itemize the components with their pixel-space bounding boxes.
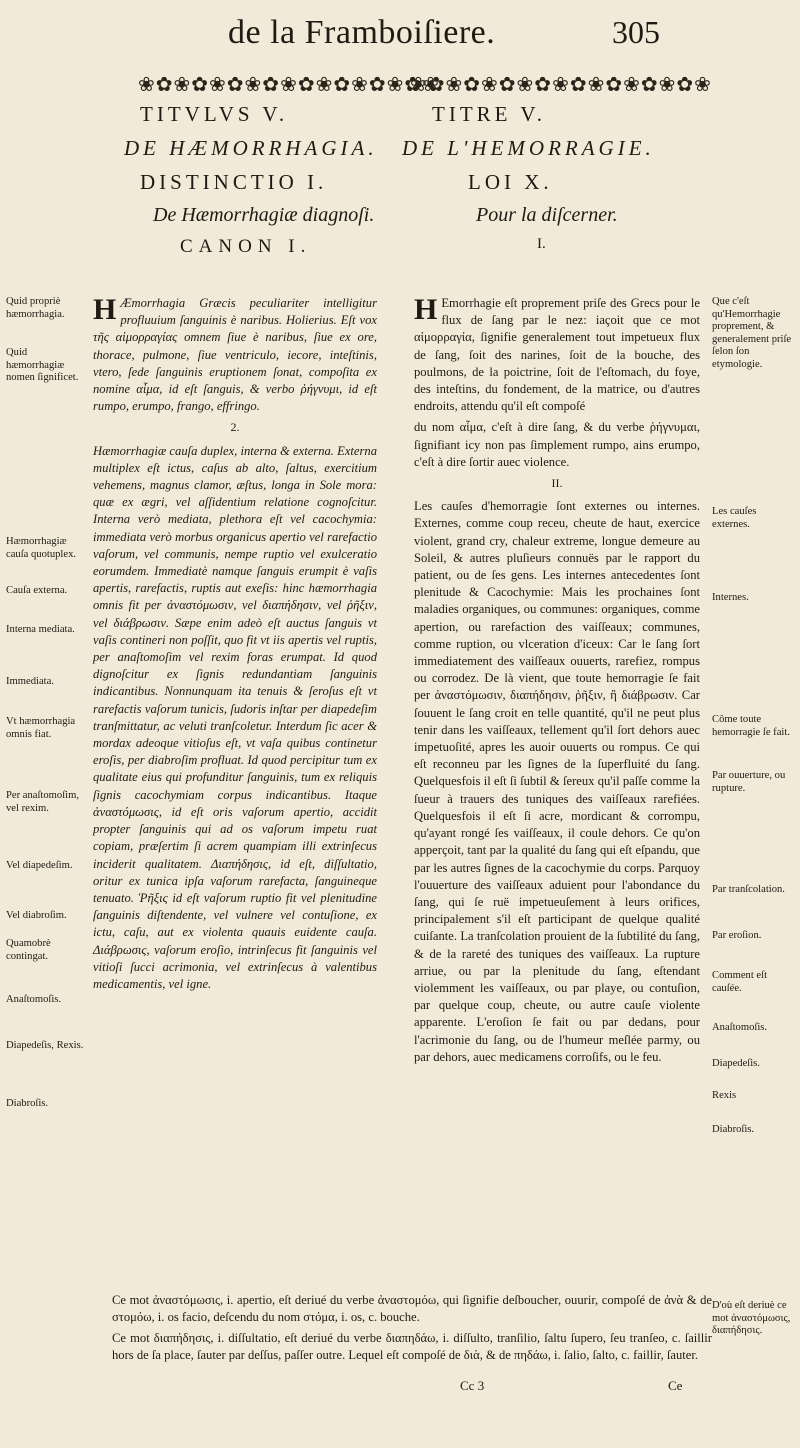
french-subject: DE L'HEMORRAGIE.	[402, 136, 655, 160]
margin-note: Quamobrè contingat.	[6, 938, 51, 962]
latin-canon: CANON I.	[180, 236, 312, 257]
margin-note: Par ouuerture, ou rupture.	[712, 770, 786, 794]
margin-note: Immediata.	[6, 676, 54, 687]
margin-note: Par eroſion.	[712, 930, 762, 941]
french-paragraph-1: H Emorrhagie eſt proprement priſe des Grecs pour le flux de ſang par le nez: iaçoit que ce mot αἱμορραγία, ſignifie generalement tout impetueux flux de ſang, ſoit des narines, ſoit de la bouche, des poulmons, de la poictrine, ſoit de l'eſtomach, du foye, des inteſtins, du fondement, de la matrice, ou d'autres endroits, attendu qu'il eſt compoſé	[414, 293, 700, 414]
signature-mark: Cc 3	[460, 1378, 485, 1393]
page-number: 305	[612, 14, 660, 50]
ornament-band-left: ❀✿❀✿❀✿❀✿❀✿❀✿❀✿❀✿❀	[138, 74, 440, 96]
margin-note: Quid propriè hæmorrhagia.	[6, 296, 65, 320]
margin-note: Comment eſt cauſée.	[712, 970, 768, 994]
margin-note: Diapedeſis.	[712, 1058, 760, 1069]
margin-note: Les cauſes externes.	[712, 506, 757, 530]
french-titre: TITRE V.	[432, 102, 547, 126]
margin-note: Hæmorrhagiæ cauſa quotuplex.	[6, 536, 77, 560]
latin-paragraph-2: Hæmorrhagiæ cauſa duplex, interna & externa. Externa multiplex eſt ictus, caſus ab alto, ſaltus, exercitium vehemens, magnus clamor, æſtus, longa in Sole mora: quæ ex ægri, vel aſſidentium relatione cognoſcitur. Interna verò mediata, plethora eſt vel cacochymia: immediata verò morbus organicus apertio vel rarefactio vaſorum, vel communis, nempe ruptio vel exulceratio eorumdem. Immediatè namque ſanguis erumpit è vaſis apertis, rarefactis, ruptis aut exeſis: hinc hæmorrhagia omnis fit per ἀναστόμωσιν, vel διαπήδησιν, vel ῥῆξιν, vel διάβρωσιν. Sæpe enim adeò eſt auctus ſanguis vt vaſis contineri non poſſit, quo fit vt iis apertis vel ruptis, per anaſtomoſim vel rexim foras erumpat. Id quod dignoſcitur ex ſignis redundantiam ſanguinis indicantibus. Nonnunquam ita tenuis & ſeroſus eſt vt rarefactis vaſorum tunicis, ſudoris inſtar per diapedeſim tranſmittatur, ac veluti tranſcoletur. Interdum ſic acer & mordax adeoque vitioſus eſt, vt vaſa quibus continetur eroſis, per diabroſim profluat. Id quod percipitur tum ex qualitate eius qui profunditur ſanguinis, tum ex reliquis ſignis cacochymiam corpus indicantibus. Itaque ἀναστόμωσις, id eſt oris vaſorum apertio, accidit propter ſanguinis qui ad os vaſorum impetu ruat copiam, præſertim ſi acrem quampiam illi extrinſecus inciderit qualitatem. Διαπήδησις, id eſt, diſſultatio, oritur ex tunica ipſa vaſorum rarefacta, ſanguineque tenuato. Ῥῆξις id eſt vaſorum ruptio fit vel plenitudine ſanguinis diſtendente, vel vulnere vel contuſione, ex ictu, caſu, aut ex violenta quauis euidente cauſa. Διάβρωσις, vaſorum eroſio, intrinſecus fit ſanguinis vel vitioſi ſucci acrimonia, vel extrinſecus à valentibus medicamentis, vel igne.	[93, 443, 377, 991]
drop-cap-h: H	[414, 293, 438, 326]
margin-note: Vt hæmorrhagia omnis fiat.	[6, 716, 76, 740]
latin-paragraph-1: H Æmorrhagia Græcis peculiariter intelligitur profluuium ſanguinis è naribus. Holierius. Eſt vox τῆς αἱμορραγίας omnem ſiue è naribus, ſiue ex ore, thorace, pulmone, ſiue ventriculo, iecore, inteſtinis, vtero, ſede ſanguinis eruptionem ſonat, compoſita ex nomine αἷμα, id eſt ſanguis, & verbo ῥήγνυμι, id eſt rumpo, erumpo, frango, effringo.	[93, 293, 377, 414]
margin-note: D'où eſt deriuè ce mot ἀναστόμωσις, διαπήδησις.	[712, 1300, 791, 1337]
running-head: de la Framboiſiere.	[228, 14, 496, 51]
latin-section-2: 2.	[230, 420, 240, 435]
margin-note: Que c'eſt qu'Hemorrhagie proprement, & generalement priſe ſelon ſon etymologie.	[712, 296, 792, 370]
latin-subject: DE HÆMORRHAGIA.	[124, 136, 378, 160]
margin-note: Diapedeſis, Rexis.	[6, 1040, 84, 1051]
catchword: Ce	[668, 1378, 683, 1393]
margin-note: Vel diapedeſim.	[6, 860, 73, 871]
margin-note: Vel diabroſim.	[6, 910, 67, 921]
french-column	[414, 295, 700, 1070]
margin-note: Rexis	[712, 1090, 737, 1101]
margin-note: Par tranſcolation.	[712, 884, 785, 895]
margin-note: Diabroſis.	[712, 1124, 755, 1135]
latin-column	[93, 295, 377, 997]
margin-note: Diabroſis.	[6, 1098, 49, 1109]
latin-titulus: TITVLVS V.	[140, 102, 289, 126]
margin-note: Internes.	[712, 592, 749, 603]
latin-subtitle: De Hæmorrhagiæ diagnoſi.	[153, 204, 375, 226]
french-loi: LOI X.	[468, 170, 553, 194]
margin-note: Cauſa externa.	[6, 585, 68, 596]
footer-note-diapedesis: Ce mot διαπήδησις, i. diſſultatio, eſt deriué du verbe διαπηδάω, i. diſſulto, tranſilio, ſaltu ſupero, ſeu tranſeo, c. ſaillir hors de ſa place, ſauter par deſſus, paſſer outre. Lequel eſt compoſé de διὰ, & de πηδάω, i. ſalio, ſalto, c. faillir, ſauter.	[112, 1331, 712, 1362]
margin-note: Anaſtomoſis.	[712, 1022, 768, 1033]
margin-note: Interna mediata.	[6, 624, 75, 635]
french-section-2: II.	[551, 476, 563, 491]
french-paragraph-2: Les cauſes d'hemorragie ſont externes ou internes. Externes, comme coup receu, cheute de haut, exercice violent, grand cry, chaleur extreme, longue demeure au Soleil, & autres pluſieurs connuës par le rapport du patient, ou de ſes gens. Les internes antecedentes ſont plenitude & Cacochymie: Mais les prochaines ſont maladies organiques, ou communes: organiques, comme apertion, ou rarefaction des vaiſſeaux; communes, comme ruption, ou vlceration d'iceux: Car le ſang ſort immediatement des vaiſſeaux ouuerts, rarefiez, rompus ou corrodez. De là vient, que toute hemorragie ſe fait per ἀναστόμωσιν, διαπήδησιν, ῥῆξιν, ἢ διάβρωσιν. Car ſouuent le ſang croit en telle quantité, qu'il ne peut plus tenir dans les vaiſſeaux, tellement qu'il ſort dehors auec impetuoſité, apres les auoir ouuerts ou rompus. Ce qui eſt reconneu par les ſignes de la ſuperfluité du ſang. Quelquesfois il eſt ſi ſubtil & ſereux qu'il paſſe comme la ſueur à trauers des tuniques des vaiſſeaux rarefiées. Quelquesfois il eſt ſi acre, mordicant & corrompu, qu'ayant rongé ſes vaiſſeaux, il coule dehors. Ce qu'on apperçoit, tant par la qualité du ſang qui eſt eſpandu, que par les autres ſignes de la cacochymie du corps. Parquoy l'ouuerture des vaiſſeaux aduient pour l'abondance du ſang, qui ſe ruë impetueuſement à leurs orifices, principalement s'il eſt participant de quelque qualité cuiſante. La tranſcolation prouient de la ſubtilité du ſang, & de la rareté des tuniques des vaiſſeaux. La rupture arriue, ou par la plenitude du ſang, eſtendant violemment les vaiſſeaux, ou par playe, ou contuſion, par quelque coup, cheute, ou autre cauſe violente apparente. L'eroſion ſe fait ou par dedans, pour l'acrimonie du ſang, ou de l'humeur meſlée parmy, ou par dehors, auec medicamens corroſifs, ou le feu.	[414, 499, 700, 1064]
ornament-band-right: ❀✿❀✿❀✿❀✿❀✿❀✿❀✿❀✿❀	[410, 74, 712, 96]
margin-note: Quid hæmorrhagiæ nomen ſignificet.	[6, 347, 79, 384]
margin-note: Côme toute hemorragie ſe fait.	[712, 714, 790, 738]
latin-distinctio: DISTINCTIO I.	[140, 170, 328, 194]
french-section-1: I.	[537, 236, 546, 252]
margin-note: Per anaſtomoſim, vel rexim.	[6, 790, 79, 814]
french-subtitle: Pour la diſcerner.	[476, 204, 618, 226]
french-paragraph-1b: du nom αἷμα, c'eſt à dire ſang, & du verbe ῥήγνυμαι, ſignifiant icy non pas ſimplement rumpo, ains erumpo, c'eſt à dire ſortir auec violence.	[414, 420, 700, 469]
footer-note-anastomosis: Ce mot ἀναστόμωσις, i. apertio, eſt deriué du verbe ἀναστομόω, qui ſignifie deſboucher, ouurir, compoſé de ἀνὰ & de στομόω, i. os facio, deſcendu du nom στόμα, i. os, c. bouche.	[112, 1293, 712, 1324]
margin-note: Anaſtomoſis.	[6, 994, 62, 1005]
drop-cap-h: H	[93, 293, 117, 326]
